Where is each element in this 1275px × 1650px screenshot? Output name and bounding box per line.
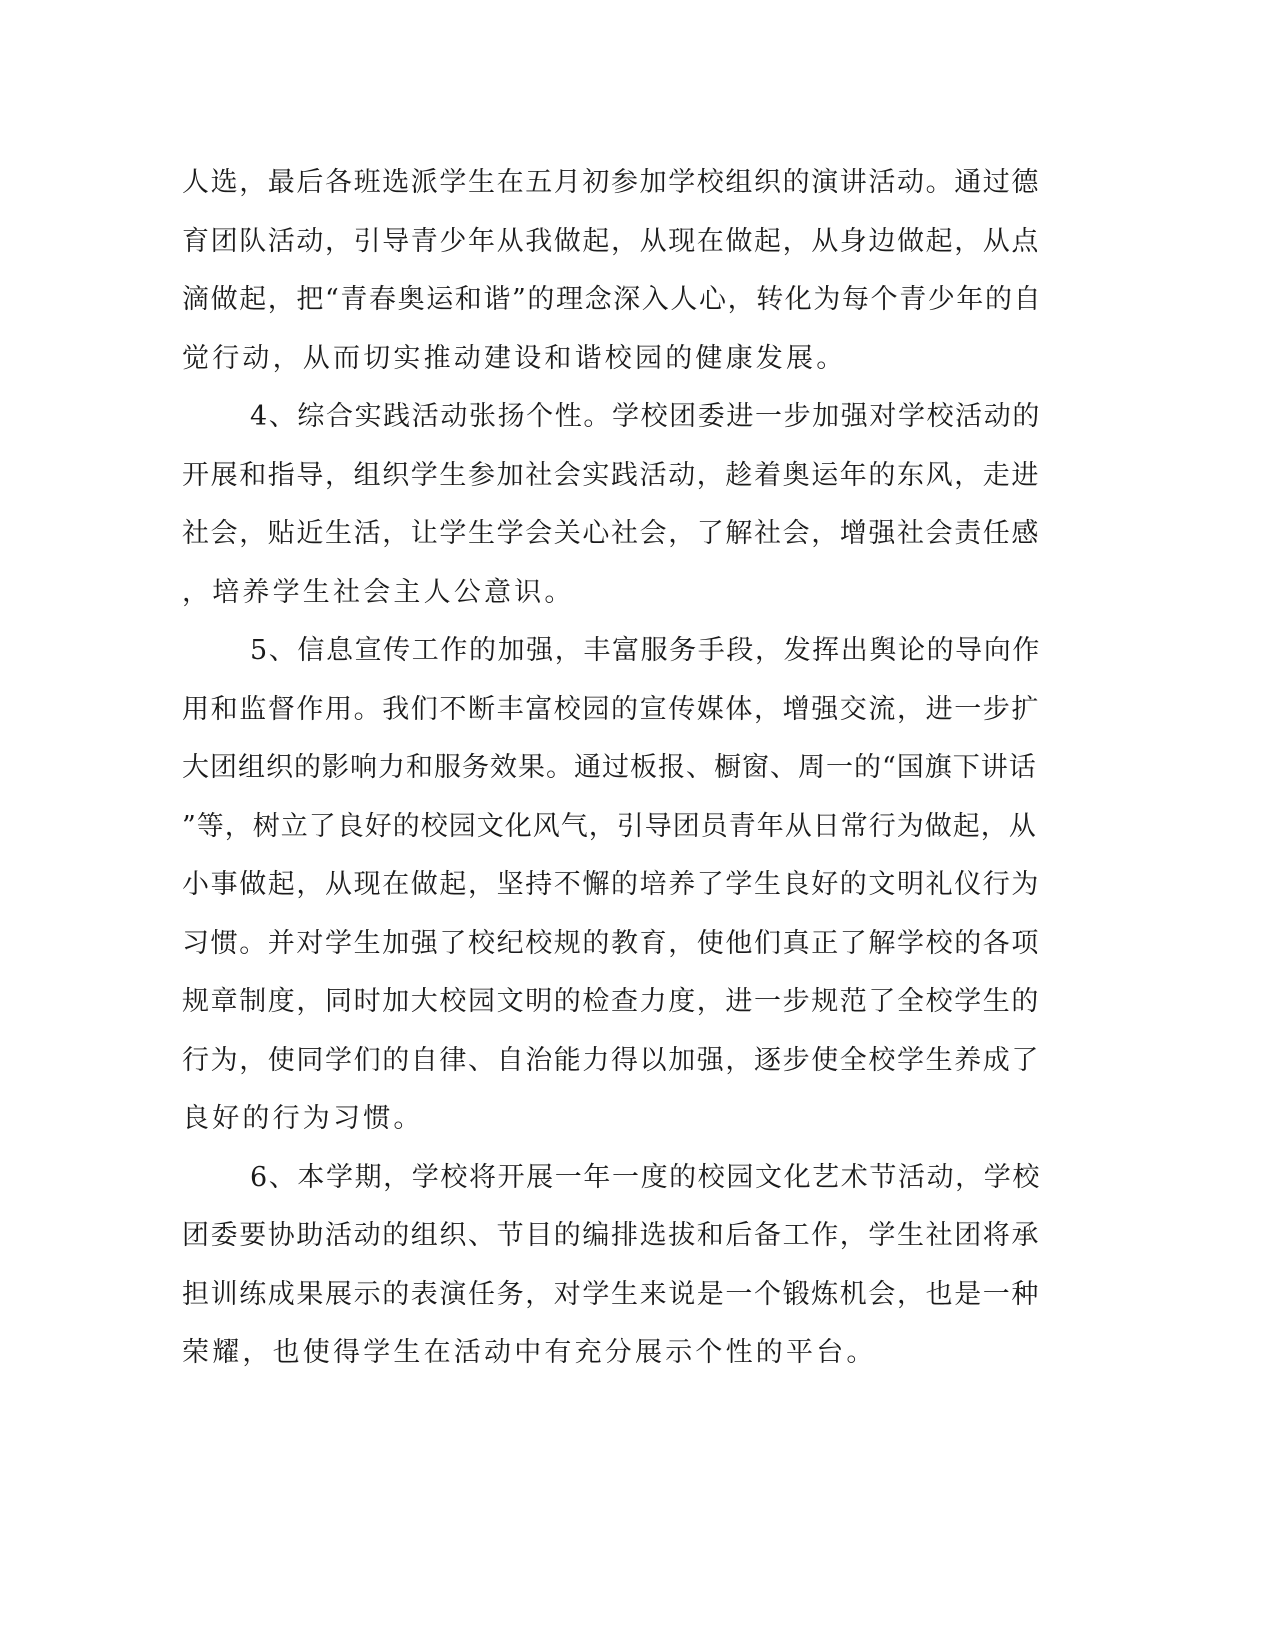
text-line: 良好的行为习惯。 (182, 1103, 424, 1134)
text-line: 规章制度，同时加大校园文明的检查力度，进一步规范了全校学生的 (182, 986, 1040, 1017)
text-line: 团委要协助活动的组织、节目的编排选拔和后备工作，学生社团将承 (182, 1220, 1040, 1251)
paragraph-first-line: 4、综合实践活动张扬个性。学校团委进一步加强对学校活动的 (250, 401, 1041, 432)
text-line: 行为，使同学们的自律、自治能力得以加强，逐步使全校学生养成了 (182, 1044, 1040, 1076)
text-line: 小事做起，从现在做起，坚持不懈的培养了学生良好的文明礼仪行为 (182, 869, 1040, 900)
text-line: ”等，树立了良好的校园文化风气，引导团员青年从日常行为做起，从 (182, 810, 1037, 842)
text-line: 开展和指导，组织学生参加社会实践活动，趁着奥运年的东风，走进 (182, 459, 1040, 491)
text-line: 荣耀，也使得学生在活动中有充分展示个性的平台。 (182, 1337, 877, 1368)
paragraph-first-line: 5、信息宣传工作的加强，丰富服务手段，发挥出舆论的导向作 (250, 635, 1041, 666)
document-body (182, 154, 1042, 1383)
text-line: ，培养学生社会主人公意识。 (182, 576, 575, 608)
text-line: 担训练成果展示的表演任务，对学生来说是一个锻炼机会，也是一种 (182, 1278, 1040, 1310)
text-line: 滴做起，把“青春奥运和谐”的理念深入人心，转化为每个青少年的自 (182, 284, 1043, 315)
text-line: 习惯。并对学生加强了校纪校规的教育，使他们真正了解学校的各项 (182, 927, 1040, 959)
text-line: 人选，最后各班选派学生在五月初参加学校组织的演讲活动。通过德 (182, 167, 1040, 198)
paragraph-first-line: 6、本学期，学校将开展一年一度的校园文化艺术节活动，学校 (250, 1161, 1041, 1193)
text-line: 大团组织的影响力和服务效果。通过板报、橱窗、周一的“国旗下讲话 (182, 752, 1037, 783)
text-line: 社会，贴近生活，让学生学会关心社会，了解社会，增强社会责任感 (182, 518, 1040, 549)
text-line: 觉行动，从而切实推动建设和谐校园的健康发展。 (182, 342, 847, 374)
text-line: 育团队活动，引导青少年从我做起，从现在做起，从身边做起，从点 (182, 225, 1040, 257)
text-line: 用和监督作用。我们不断丰富校园的宣传媒体，增强交流，进一步扩 (182, 693, 1040, 725)
